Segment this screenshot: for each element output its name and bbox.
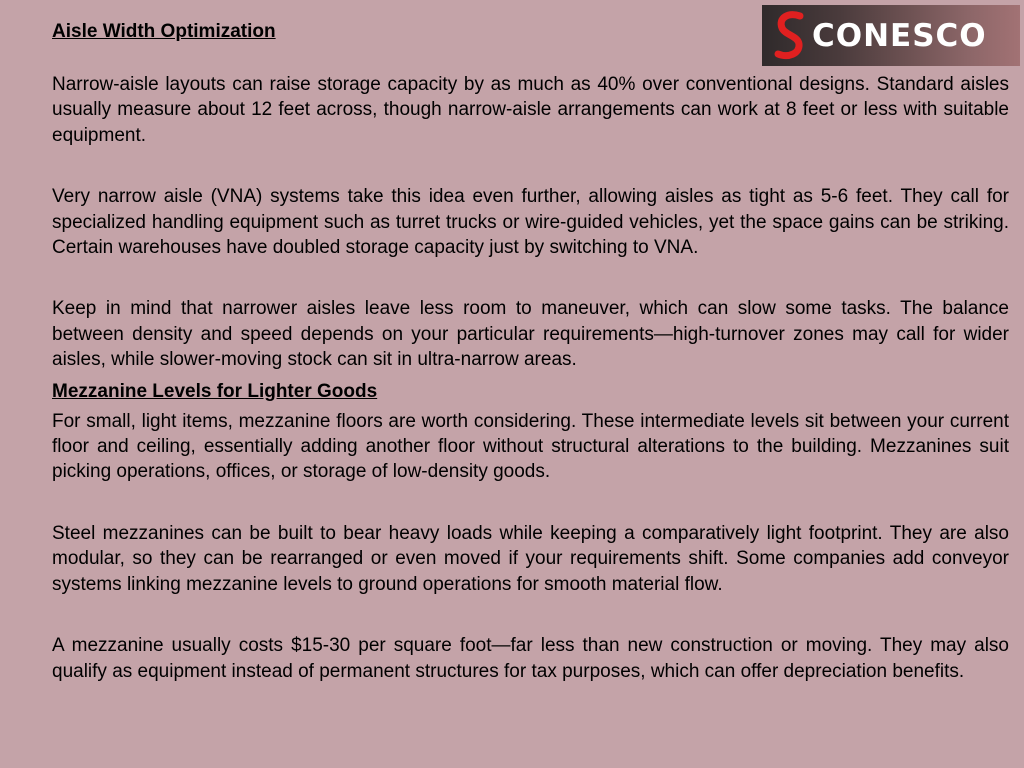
paragraph: Steel mezzanines can be built to bear heavy loads while keeping a comparatively light footprint. They are also modular, so they can be rearranged or even moved if your requirements shift. Some companies add conveyor systems linking mezzanine levels to ground operations for smooth material flow. (52, 522, 1009, 595)
paragraph: Narrow-aisle layouts can raise storage capacity by as much as 40% over conventional designs. Standard aisles usually measure about 12 feet across, though narrow-aisle arrangements can work at 8 feet or less with suitable equipment. (52, 74, 1009, 146)
paragraph: A mezzanine usually costs $15-30 per square foot—far less than new construction or moving. They may also qualify as equipment instead of permanent structures for tax purposes, which can offer depreciation benefits. (52, 635, 1009, 682)
logo-wordmark: CONESCO (812, 17, 987, 54)
section-heading-mezzanine: Mezzanine Levels for Lighter Goods (52, 380, 378, 402)
article-body (52, 18, 1009, 684)
paragraph: Very narrow aisle (VNA) systems take this idea even further, allowing aisles as tight as 5-6 feet. They call for specialized handling equipment such as turret trucks or wire-guided vehicles, yet the space gains can be striking. Certain warehouses have doubled storage capacity just by switching to VNA. (52, 186, 1009, 259)
paragraph: For small, light items, mezzanine floors are worth considering. These intermediate levels sit between your current floor and ceiling, essentially adding another floor without structural alterations to the building. Mezzanines suit picking operations, offices, or storage of low-density goods. (52, 410, 1009, 483)
paragraph: Keep in mind that narrower aisles leave less room to maneuver, which can slow some tasks. The balance between density and speed depends on your particular requirements—high-turnover zones may call for wider aisles, while slower-moving stock can sit in ultra-narrow areas. (52, 298, 1009, 371)
section-heading-aisle-width: Aisle Width Optimization (52, 21, 276, 42)
